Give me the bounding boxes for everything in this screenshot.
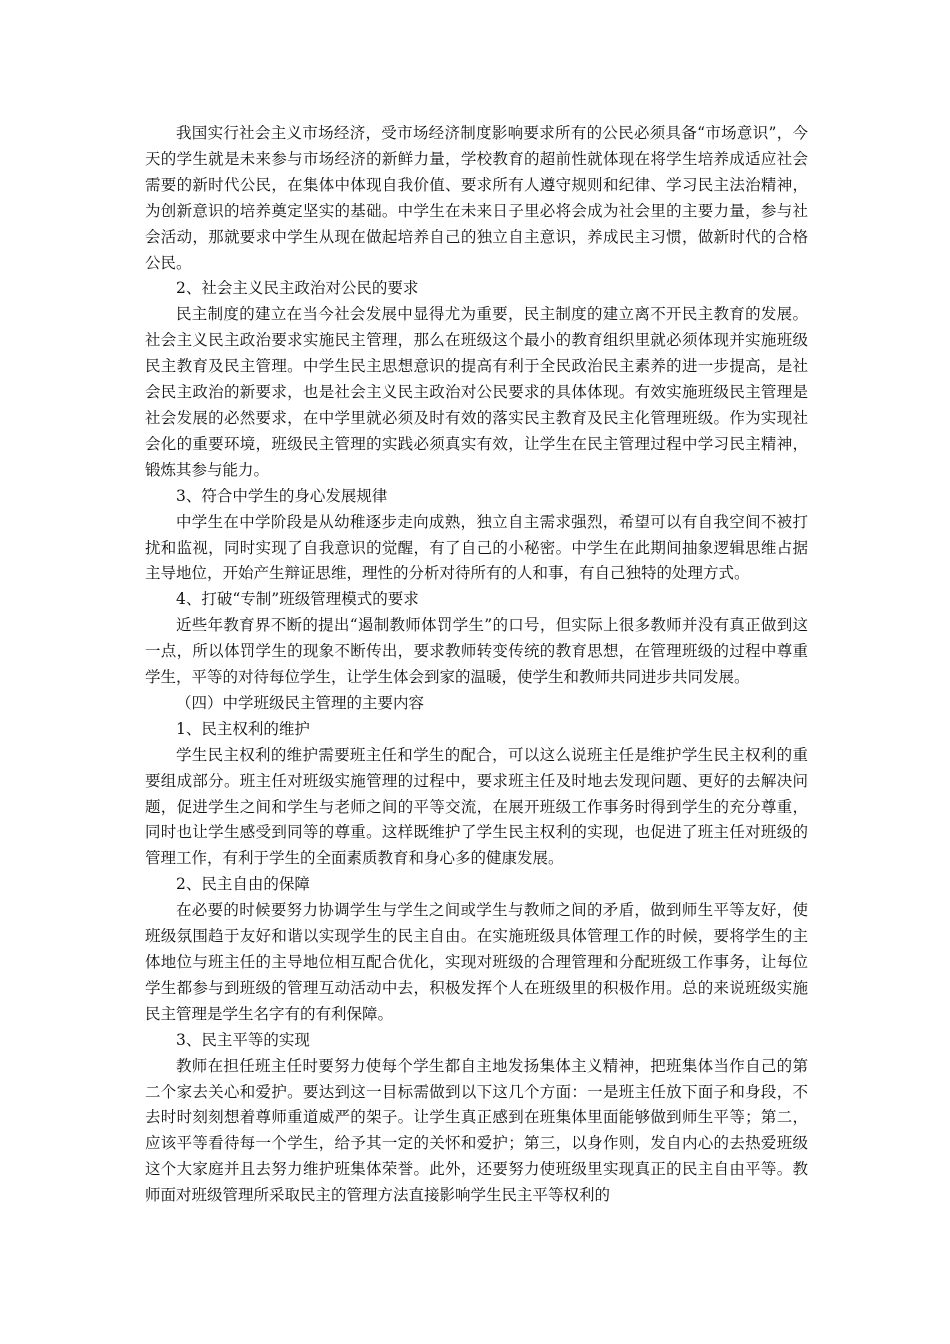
paragraph-market-economy: 我国实行社会主义市场经济，受市场经济制度影响要求所有的公民必须具备“市场意识”，今天的学生就是未来参与市场经济的新鲜力量，学校教育的超前性就体现在将学生培养成适应社会需要的新时代公民，在集体中体现自我价值、要求所有人遵守规则和纪律、学习民主法治精神，为创新意识的培养奠定坚实的基础。中学生在未来日子里必将会成为社会里的主要力量，参与社会活动，那就要求中学生从现在做起培养自己的独立自主意识，养成民主习惯，做新时代的合格公民。	[145, 124, 808, 272]
paragraph-corporal-punishment: 近些年教育界不断的提出“遏制教师体罚学生”的口号，但实际上很多教师并没有真正做到这一点，所以体罚学生的现象不断传出，要求教师转变传统的教育思想，在管理班级的过程中尊重学生，平等的对待每位学生，让学生体会到家的温暖，使学生和教师共同进步共同发展。	[145, 616, 808, 687]
heading-break-autocratic-model: 4、打破“专制”班级管理模式的要求	[176, 590, 419, 609]
paragraph-freedom-guarantee: 在必要的时候要努力协调学生与学生之间或学生与教师之间的矛盾，做到师生平等友好，使班级氛围趋于友好和谐以实现学生的民主自由。在实施班级具体管理工作的时候，要将学生的主体地位与班主任的主导地位相互配合优化，实现对班级的合理管理和分配班级工作事务，让每位学生都参与到班级的管理互动活动中去，积极发挥个人在班级里的积极作用。总的来说班级实施民主管理是学生名字有的有利保障。	[145, 901, 808, 1023]
paragraph-democratic-system: 民主制度的建立在当今社会发展中显得尤为重要，民主制度的建立离不开民主教育的发展。社会主义民主政治要求实施民主管理，那么在班级这个最小的教育组织里就必须体现并实施班级民主教育及民主管理。中学生民主思想意识的提高有利于全民政治民主素养的进一步提高，是社会民主政治的新要求，也是社会主义民主政治对公民要求的具体体现。有效实施班级民主管理是社会发展的必然要求，在中学里就必须及时有效的落实民主教育及民主化管理班级。作为实现社会化的重要环境，班级民主管理的实践必须真实有效，让学生在民主管理过程中学习民主精神，锻炼其参与能力。	[145, 305, 808, 479]
paragraph-rights-protection: 学生民主权利的维护需要班主任和学生的配合，可以这么说班主任是维护学生民主权利的重要组成部分。班主任对班级实施管理的过程中，要求班主任及时地去发现问题、更好的去解决问题，促进学生之间和学生与老师之间的平等交流，在展开班级工作事务时得到学生的充分尊重，同时也让学生感受到同等的尊重。这样既维护了学生民主权利的实现，也促进了班主任对班级的管理工作，有利于学生的全面素质教育和身心多的健康发展。	[145, 745, 808, 868]
heading-socialist-democracy: 2、社会主义民主政治对公民的要求	[176, 279, 419, 298]
heading-physical-mental-development: 3、符合中学生的身心发展规律	[176, 486, 388, 505]
paragraph-equality-realization: 教师在担任班主任时要努力使每个学生都自主地发扬集体主义精神，把班集体当作自己的第二个家去关心和爱护。要达到这一目标需做到以下这几个方面：一是班主任放下面子和身段，不去时时刻刻想着尊师重道威严的架子。让学生真正感到在班集体里面能够做到师生平等；第二，应该平等看待每一个学生，给予其一定的关怀和爱护；第三，以身作则，发自内心的去热爱班级这个大家庭并且去努力维护班集体荣誉。此外，还要努力使班级里实现真正的民主自由平等。教师面对班级管理所采取民主的管理方法直接影响学生民主平等权利的	[145, 1056, 808, 1205]
document-page	[145, 121, 808, 1209]
paragraph-middle-school-stage: 中学生在中学阶段是从幼稚逐步走向成熟，独立自主需求强烈，希望可以有自我空间不被打扰和监视，同时实现了自我意识的觉醒，有了自己的小秘密。中学生在此期间抽象逻辑思维占据主导地位，开始产生辩证思维，理性的分析对待所有的人和事，有自己独特的处理方式。	[145, 512, 808, 583]
heading-freedom-guarantee: 2、民主自由的保障	[176, 875, 310, 894]
section-heading-main-content: （四）中学班级民主管理的主要内容	[176, 693, 425, 712]
heading-rights-protection: 1、民主权利的维护	[176, 719, 310, 738]
heading-equality-realization: 3、民主平等的实现	[176, 1030, 310, 1049]
